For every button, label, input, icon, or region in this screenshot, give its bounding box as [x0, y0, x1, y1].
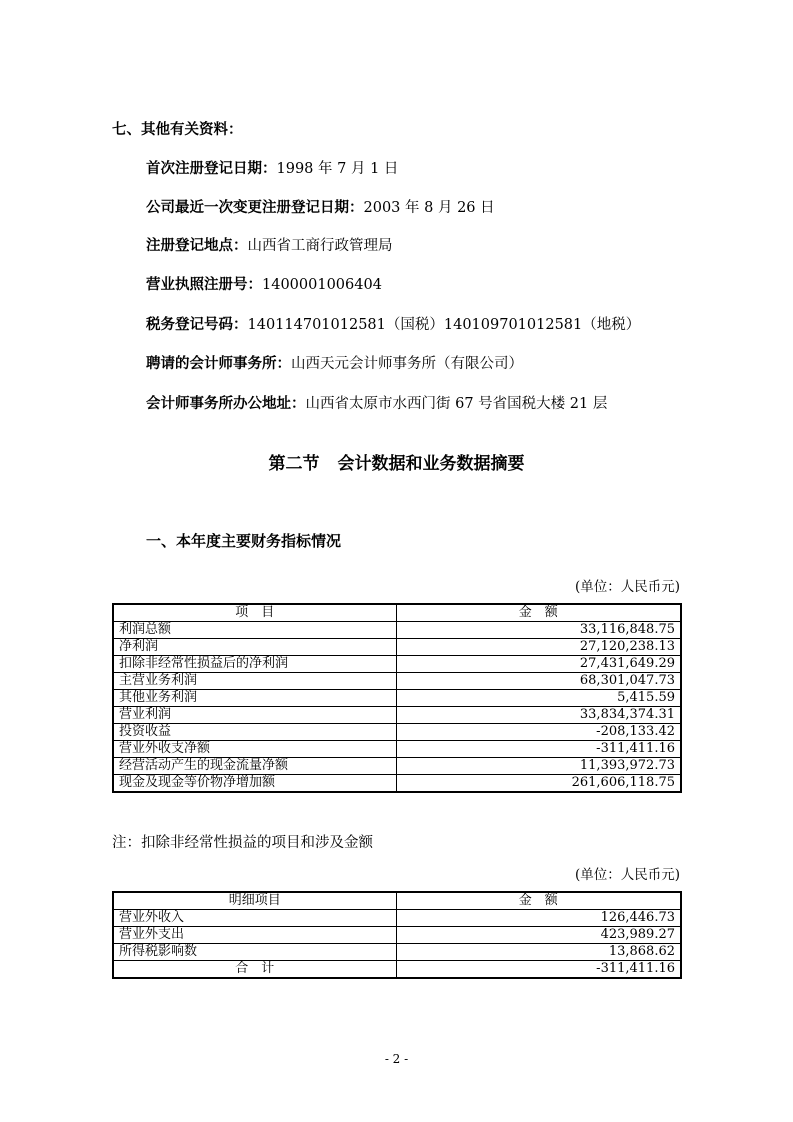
info-change-date [146, 198, 495, 218]
row-amount: 11,393,972.73 [396, 758, 681, 775]
table-row [113, 690, 681, 707]
info-label: 首次注册登记日期： [146, 161, 277, 177]
info-firm-address [146, 394, 607, 414]
table-row [113, 741, 681, 758]
row-amount: 13,868.62 [396, 944, 681, 961]
info-value: 1998 年 7 月 1 日 [276, 161, 399, 177]
info-registration-date [146, 159, 398, 179]
row-amount: 27,431,649.29 [396, 656, 681, 673]
table-row [113, 910, 681, 927]
section-number: 第二节 [268, 454, 320, 474]
row-amount: 68,301,047.73 [396, 673, 681, 690]
row-item: 营业外支出 [113, 927, 396, 944]
row-amount: -311,411.16 [396, 741, 681, 758]
row-item: 主营业务利润 [113, 673, 396, 690]
row-item: 现金及现金等价物净增加额 [113, 775, 396, 793]
table-row [113, 707, 681, 724]
table-row [113, 758, 681, 775]
row-amount: 5,415.59 [396, 690, 681, 707]
row-item: 所得税影响数 [113, 944, 396, 961]
column-header-amount: 金 额 [396, 604, 681, 622]
row-amount: 27,120,238.13 [396, 639, 681, 656]
row-item: 扣除非经常性损益后的净利润 [113, 656, 396, 673]
detail-table [112, 891, 682, 979]
column-header-detail-item: 明细项目 [113, 892, 396, 910]
row-item: 营业外收入 [113, 910, 396, 927]
table-header-row [113, 892, 681, 910]
row-amount: 261,606,118.75 [396, 775, 681, 793]
row-amount: 423,989.27 [396, 927, 681, 944]
row-item: 营业外收支净额 [113, 741, 396, 758]
info-label: 公司最近一次变更注册登记日期： [146, 200, 364, 216]
column-header-amount: 金 额 [396, 892, 681, 910]
row-item: 利润总额 [113, 622, 396, 639]
note-text: 注：扣除非经常性损益的项目和涉及金额 [112, 835, 373, 851]
row-item: 净利润 [113, 639, 396, 656]
info-label: 聘请的会计师事务所： [146, 356, 291, 372]
row-item: 投资收益 [113, 724, 396, 741]
table-header-row [113, 604, 681, 622]
row-amount: 33,116,848.75 [396, 622, 681, 639]
info-value: 山西省太原市水西门街 67 号省国税大楼 21 层 [305, 396, 608, 412]
table-row [113, 639, 681, 656]
table-row [113, 775, 681, 793]
table-row [113, 622, 681, 639]
column-header-item: 项 目 [113, 604, 396, 622]
section-title [0, 452, 793, 476]
row-amount: 126,446.73 [396, 910, 681, 927]
row-item: 营业利润 [113, 707, 396, 724]
info-label: 注册登记地点： [146, 238, 248, 254]
info-value: 山西天元会计师事务所（有限公司） [291, 356, 523, 372]
total-row [113, 961, 681, 979]
row-amount: 33,834,374.31 [396, 707, 681, 724]
table-row [113, 927, 681, 944]
detail-unit-label: (单位：人民币元) [574, 867, 680, 883]
info-label: 会计师事务所办公地址： [146, 396, 306, 412]
table-row [113, 724, 681, 741]
info-value: 山西省工商行政管理局 [247, 238, 393, 254]
info-value: 1400001006404 [262, 277, 382, 293]
unit-label: (单位：人民币元) [574, 579, 680, 595]
info-registration-place [146, 236, 393, 256]
row-item: 经营活动产生的现金流量净额 [113, 758, 396, 775]
table-row [113, 944, 681, 961]
info-label: 营业执照注册号： [146, 277, 262, 293]
subsection-title: 一、本年度主要财务指标情况 [146, 532, 342, 550]
section-name: 会计数据和业务数据摘要 [337, 454, 525, 474]
total-amount: -311,411.16 [396, 961, 681, 979]
other-info-heading: 七、其他有关资料： [112, 122, 243, 138]
table-row [113, 673, 681, 690]
info-license-number [146, 275, 382, 295]
main-financial-table [112, 603, 682, 793]
table-row [113, 656, 681, 673]
page-number: - 2 - [384, 1052, 409, 1066]
info-value: 2003 年 8 月 26 日 [363, 200, 495, 216]
row-amount: -208,133.42 [396, 724, 681, 741]
info-value: 140114701012581（国税）140109701012581（地税） [247, 317, 641, 333]
row-item: 其他业务利润 [113, 690, 396, 707]
info-label: 税务登记号码： [146, 317, 248, 333]
info-accounting-firm [146, 354, 523, 374]
total-label: 合 计 [113, 961, 396, 979]
info-tax-number [146, 315, 640, 335]
